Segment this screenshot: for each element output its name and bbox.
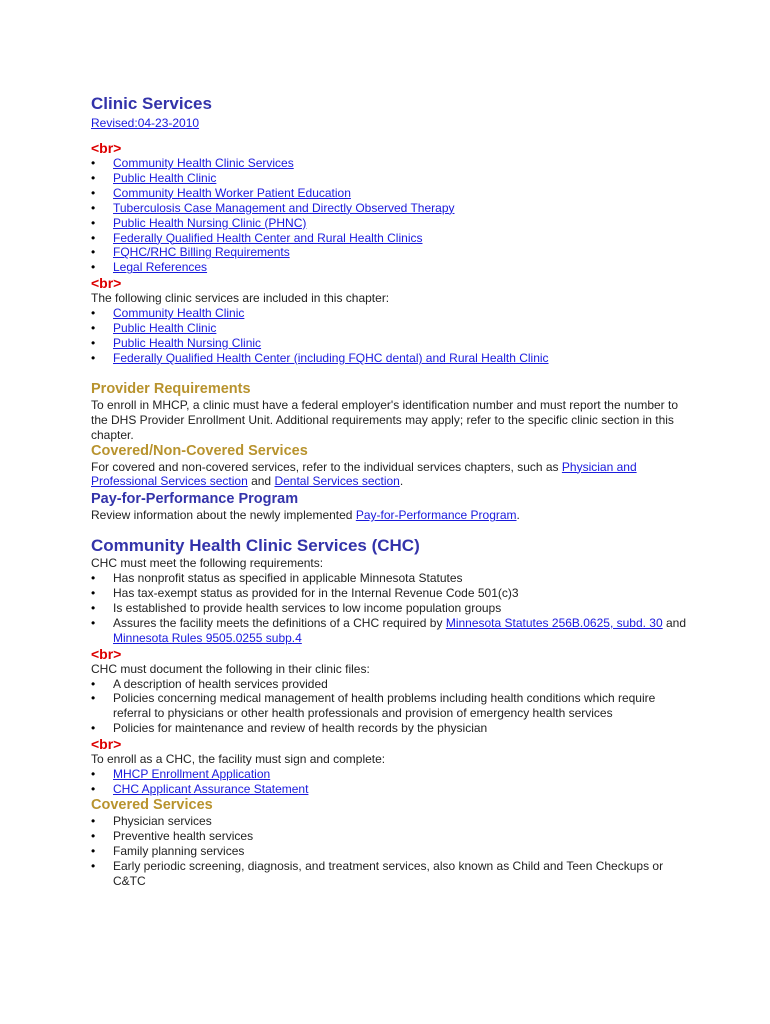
list-item: • Physician services: [91, 814, 691, 829]
list-item: • Preventive health services: [91, 829, 691, 844]
page-title: Clinic Services: [91, 94, 212, 113]
covered-services-heading: Covered Services: [91, 796, 213, 813]
list-item: [91, 156, 691, 171]
br-marker-3: <br>: [91, 645, 122, 662]
list-item: [91, 171, 691, 186]
covered-noncovered-text-3: .: [399, 474, 404, 489]
br-marker-1: <br>: [91, 140, 122, 156]
mn-statutes-link[interactable]: Minnesota Statutes 256B.0625, subd. 30: [445, 615, 663, 630]
included-link-fqhc[interactable]: Federally Qualified Health Center (including FQHC dental) and Rural Health Clinic: [113, 350, 549, 365]
chc-assurance-link[interactable]: CHC Applicant Assurance Statement: [113, 782, 309, 796]
list-item: • Family planning services: [91, 844, 691, 859]
chc-heading: Community Health Clinic Services (CHC): [91, 536, 420, 556]
list-item: • Policies for maintenance and review of health records by the physician: [91, 721, 691, 736]
document-page: [91, 94, 691, 888]
toc-list: [91, 156, 691, 275]
list-item: [91, 260, 691, 275]
list-item: [91, 616, 691, 646]
included-intro: The following clinic services are included in this chapter:: [91, 291, 390, 306]
chc-requirements-list: [91, 571, 691, 646]
p4p-heading: Pay-for-Performance Program: [91, 491, 299, 508]
toc-link-community-health-worker[interactable]: Community Health Worker Patient Education: [113, 185, 351, 200]
list-item: • Has tax-exempt status as provided for in the Internal Revenue Code 501(c)3: [91, 586, 691, 601]
list-item: [91, 351, 691, 366]
toc-link-fqhc-billing[interactable]: FQHC/RHC Billing Requirements: [113, 245, 290, 260]
req4-text-1: Assures the facility meets the definitions of a CHC required by: [113, 615, 446, 630]
physician-services-link[interactable]: Physician and Professional Services section: [91, 459, 637, 489]
p4p-text: [91, 508, 691, 523]
list-item: • Has nonprofit status as specified in applicable Minnesota Statutes: [91, 571, 691, 586]
list-item: [91, 245, 691, 260]
br-marker-4: <br>: [91, 736, 122, 753]
covered-noncovered-text: [91, 460, 691, 490]
list-item: [91, 306, 691, 321]
chc-enroll-intro: To enroll as a CHC, the facility must sign and complete:: [91, 752, 386, 767]
list-item: • Early periodic screening, diagnosis, and treatment services, also known as Child and Teen Checkups or C&TC: [91, 859, 691, 889]
list-item: [91, 782, 691, 797]
list-item: [91, 216, 691, 231]
p4p-text-2: .: [516, 508, 520, 523]
toc-link-legal-references[interactable]: Legal References: [113, 260, 208, 275]
chc-enroll-list: [91, 767, 691, 797]
br-marker-2: <br>: [91, 275, 122, 292]
list-item: [91, 186, 691, 201]
covered-noncovered-text-1: For covered and non-covered services, refer to the individual services chapters, such as: [91, 459, 562, 474]
provider-heading: Provider Requirements: [91, 380, 251, 397]
dental-services-link[interactable]: Dental Services section: [274, 474, 400, 489]
chc-document-intro: CHC must document the following in their clinic files:: [91, 661, 370, 676]
toc-link-phnc[interactable]: Public Health Nursing Clinic (PHNC): [113, 215, 307, 230]
toc-link-community-health-clinic-services[interactable]: Community Health Clinic Services: [113, 156, 294, 170]
included-link-chc[interactable]: Community Health Clinic: [113, 306, 245, 321]
covered-noncovered-heading: Covered/Non-Covered Services: [91, 442, 308, 459]
revised-date-link[interactable]: Revised:04-23-2010: [91, 116, 200, 130]
toc-link-fqhc-rhc[interactable]: Federally Qualified Health Center and Rural Health Clinics: [113, 230, 423, 245]
list-item: [91, 336, 691, 351]
list-item: [91, 201, 691, 216]
list-item: • A description of health services provided: [91, 677, 691, 692]
included-link-phnc[interactable]: Public Health Nursing Clinic: [113, 335, 262, 350]
toc-link-public-health-clinic[interactable]: Public Health Clinic: [113, 170, 217, 185]
list-item: • Is established to provide health services to low income population groups: [91, 601, 691, 616]
list-item: [91, 231, 691, 246]
req4-text-2: and: [662, 615, 687, 630]
chc-requirements-intro: CHC must meet the following requirements:: [91, 556, 324, 571]
p4p-link[interactable]: Pay-for-Performance Program: [355, 508, 517, 523]
covered-noncovered-text-2: and: [247, 474, 275, 489]
list-item: [91, 767, 691, 782]
mhcp-enrollment-link[interactable]: MHCP Enrollment Application: [113, 767, 271, 782]
p4p-text-1: Review information about the newly implemented: [91, 508, 356, 523]
toc-link-tuberculosis[interactable]: Tuberculosis Case Management and Directly Observed Therapy: [113, 200, 455, 215]
provider-text: To enroll in MHCP, a clinic must have a federal employer's identification number and must report the number to the DHS Provider Enrollment Unit. Additional requirements may apply; refer to the specific clinic section in this chapter.: [91, 397, 679, 442]
covered-services-list: [91, 814, 691, 889]
included-list: [91, 306, 691, 366]
chc-document-list: [91, 677, 691, 737]
list-item: [91, 321, 691, 336]
included-link-public-health-clinic[interactable]: Public Health Clinic: [113, 321, 217, 336]
mn-rules-link[interactable]: Minnesota Rules 9505.0255 subp.4: [113, 630, 302, 645]
list-item: • Policies concerning medical management of health problems including health conditions which require referral to physicians or other health professionals and provision of emergency health services: [91, 691, 691, 721]
